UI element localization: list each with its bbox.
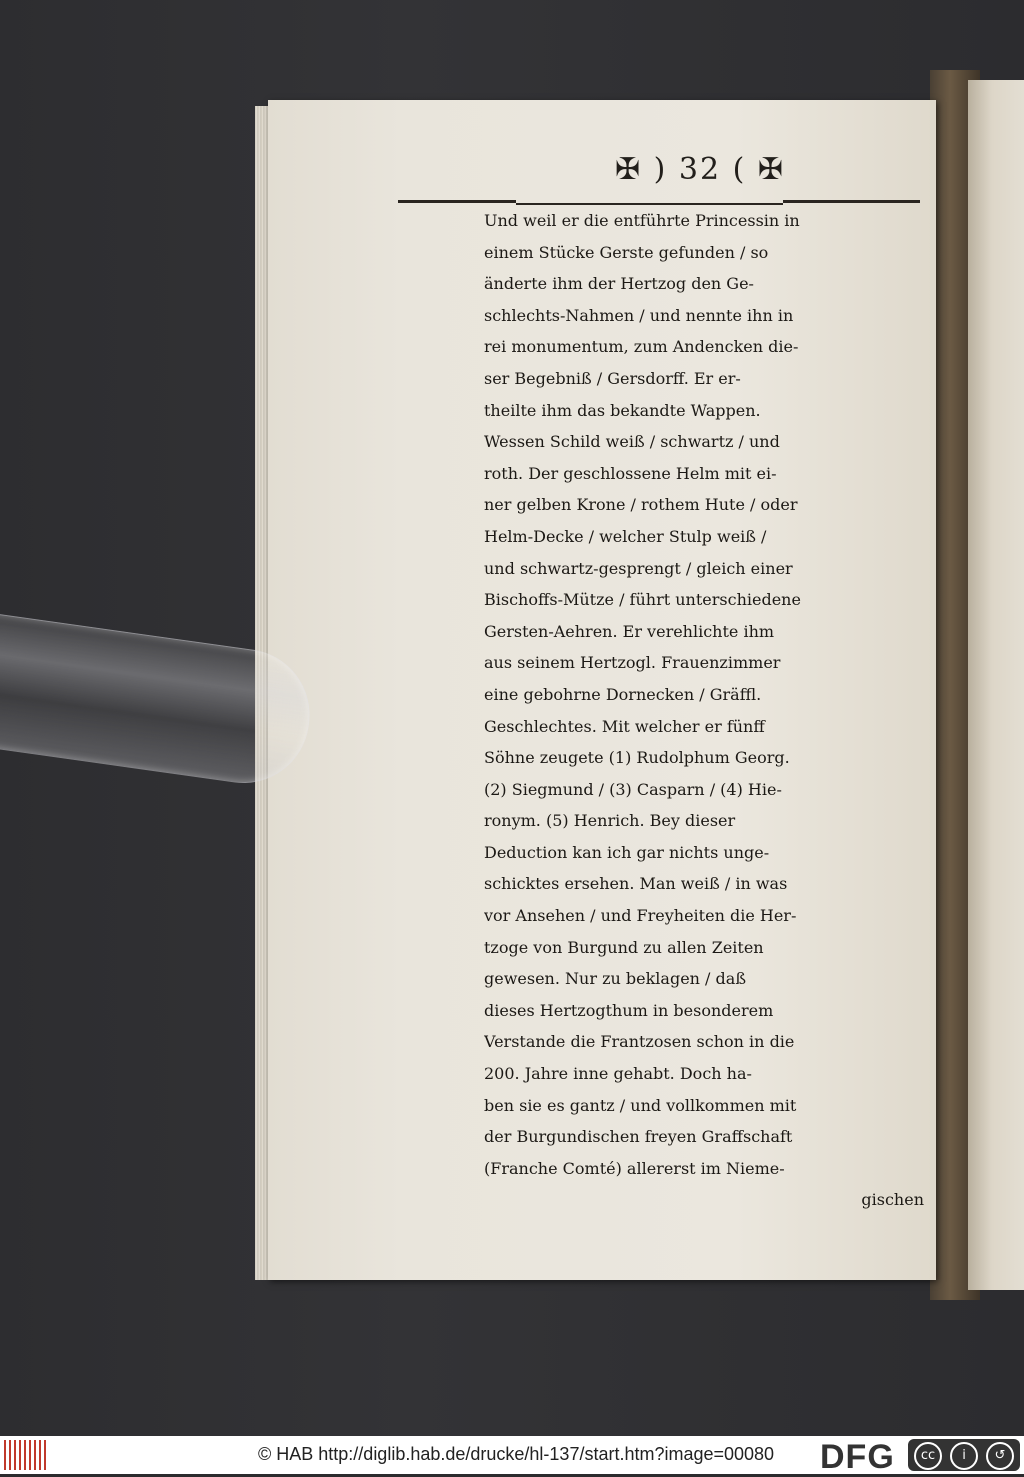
text-line: änderte ihm der Hertzog den Ge- bbox=[484, 274, 754, 294]
text-line: ner gelben Krone / rothem Hute / oder bbox=[484, 495, 798, 515]
text-line: roth. Der geschlossene Helm mit ei- bbox=[484, 463, 777, 483]
text-line: Geschlechtes. Mit welcher er fünff bbox=[484, 716, 765, 736]
text-line: ben sie es gantz / und vollkommen mit bbox=[484, 1095, 797, 1115]
text-line: vor Ansehen / und Freyheiten die Her- bbox=[484, 906, 797, 926]
text-line: schlechts-Nahmen / und nennte ihn in bbox=[484, 305, 794, 325]
text-line: Helm-Decke / welcher Stulp weiß / bbox=[484, 526, 767, 546]
cc-icon: cc bbox=[914, 1442, 942, 1470]
cc-license-badge[interactable] bbox=[908, 1439, 1020, 1471]
text-line: schicktes ersehen. Man weiß / in was bbox=[484, 874, 788, 894]
header-rule-left bbox=[398, 200, 516, 203]
header-rule-right bbox=[783, 200, 920, 203]
page-header: ✠ ) 32 ( ✠ bbox=[615, 152, 785, 187]
text-line: und schwartz-gesprengt / gleich einer bbox=[484, 558, 793, 578]
text-line: aus seinem Hertzogl. Frauenzimmer bbox=[484, 653, 781, 673]
text-line: (Franche Comté) allererst im Nieme- bbox=[484, 1158, 785, 1178]
footer-credit[interactable]: © HAB http://diglib.hab.de/drucke/hl-137/start.htm?image=00080 bbox=[258, 1444, 775, 1464]
text-line: ronym. (5) Henrich. Bey dieser bbox=[484, 811, 736, 831]
text-line: Gersten-Aehren. Er verehlichte ihm bbox=[484, 621, 775, 641]
text-line: Bischoffs-Mütze / führt unterschiedene bbox=[484, 590, 801, 610]
footer-bar bbox=[0, 1436, 1024, 1474]
text-line: rei monumentum, zum Andencken die- bbox=[484, 337, 799, 357]
text-line: Söhne zeugete (1) Rudolphum Georg. bbox=[484, 748, 790, 768]
page-body-text bbox=[484, 205, 924, 1216]
by-icon: i bbox=[950, 1442, 978, 1470]
text-line: Wessen Schild weiß / schwartz / und bbox=[484, 432, 780, 452]
text-line: Verstande die Frantzosen schon in die bbox=[484, 1032, 795, 1052]
dfg-logo: DFG bbox=[820, 1438, 895, 1476]
text-line: der Burgundischen freyen Graffschaft bbox=[484, 1127, 793, 1147]
facing-page-fragment bbox=[968, 80, 1024, 1290]
text-line: Und weil er die entführte Princessin in bbox=[484, 211, 800, 230]
hab-barcode-logo bbox=[4, 1440, 46, 1470]
text-line: (2) Siegmund / (3) Casparn / (4) Hie- bbox=[484, 779, 782, 799]
text-line: dieses Hertzogthum in besonderem bbox=[484, 1000, 774, 1020]
facing-page-text bbox=[968, 80, 1024, 160]
catchword: gischen bbox=[861, 1190, 924, 1210]
text-line: tzoge von Burgund zu allen Zeiten bbox=[484, 937, 764, 957]
text-line: gewesen. Nur zu beklagen / daß bbox=[484, 969, 746, 989]
text-line: eine gebohrne Dornecken / Gräffl. bbox=[484, 684, 762, 704]
text-line: ser Begebniß / Gersdorff. Er er- bbox=[484, 368, 741, 388]
text-line: einem Stücke Gerste gefunden / so bbox=[484, 242, 769, 262]
text-line: Deduction kan ich gar nichts unge- bbox=[484, 842, 770, 862]
text-line: theilte ihm das bekandte Wappen. bbox=[484, 400, 761, 420]
text-line: 200. Jahre inne gehabt. Doch ha- bbox=[484, 1064, 752, 1084]
sa-icon: ↺ bbox=[986, 1442, 1014, 1470]
